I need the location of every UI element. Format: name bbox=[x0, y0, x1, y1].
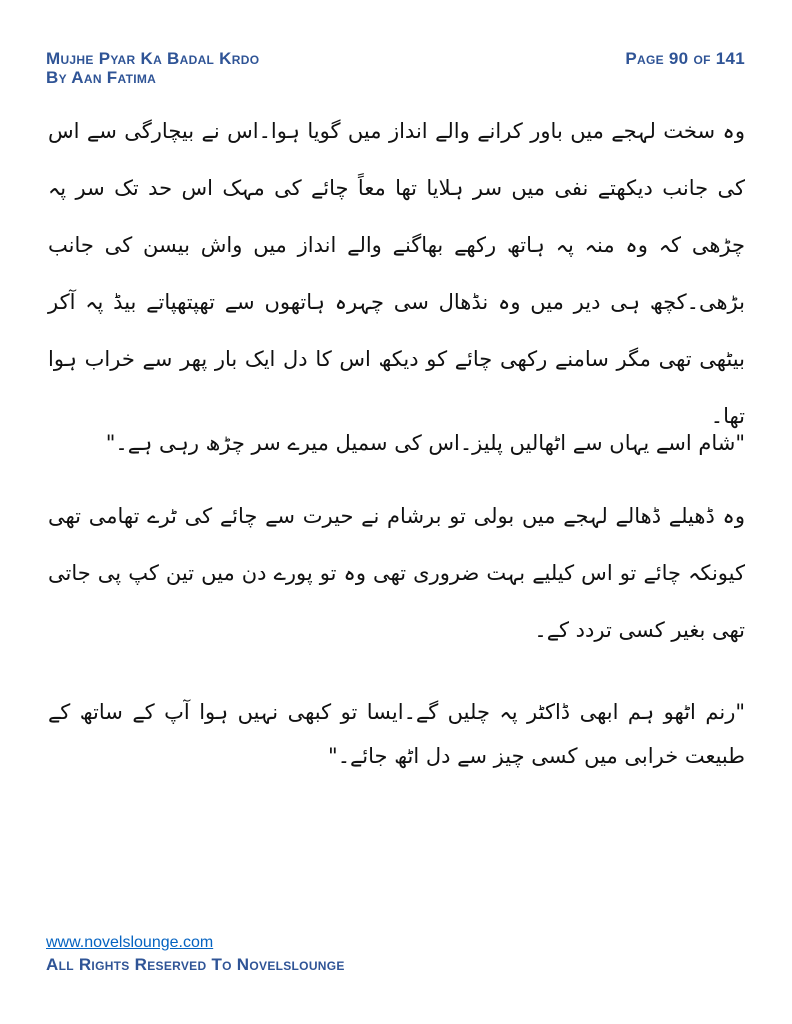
paragraph-3: وہ ڈھیلے ڈھالے لہجے میں بولی تو برشام نے حیرت سے چائے کی ٹرے تھامی تھی کیونکہ چائے تو اس کیلیے بہت ضروری تھی وہ تو پورے دن میں تین کپ پی جاتی تھی بغیر کسی تردد کے۔ bbox=[48, 504, 745, 642]
novel-title: Mujhe Pyar Ka Badal Krdo bbox=[46, 49, 260, 68]
author-line: By Aan Fatima bbox=[46, 68, 157, 87]
page-number: Page 90 of 141 bbox=[625, 49, 745, 68]
paragraph-2: "شام اسے یہاں سے اٹھالیں پلیز۔اس کی سمیل میرے سر چڑھ رہی ہے۔" bbox=[105, 431, 745, 455]
copyright-notice: All Rights Reserved To Novelslounge bbox=[46, 955, 345, 974]
website-link[interactable]: www.novelslounge.com bbox=[46, 934, 214, 951]
paragraph-4: "رنم اٹھو ہم ابھی ڈاکٹر پہ چلیں گے۔ایسا تو کبھی نہیں ہوا آپ کے ساتھ کے طبیعت خرابی میں کسی چیز سے دل اٹھ جائے۔" bbox=[48, 700, 745, 768]
paragraph-1: وہ سخت لہجے میں باور کرانے والے انداز میں گویا ہوا۔اس نے بیچارگی سے اس کی جانب دیکھتے نفی میں سر ہلایا تھا معاً چائے کی مہک اس حد تک سر پہ چڑھی کہ وہ منہ پہ ہاتھ رکھے بھاگنے والے انداز میں واش بیسن کی جانب بڑھی۔کچھ ہی دیر میں وہ نڈھال سی چہرہ ہاتھوں سے تھپتھپاتے بیڈ پہ آکر بیٹھی تھی مگر سامنے رکھی چائے کو دیکھ اس کا دل ایک بار پھر سے خراب ہوا تھا۔ bbox=[48, 119, 745, 428]
